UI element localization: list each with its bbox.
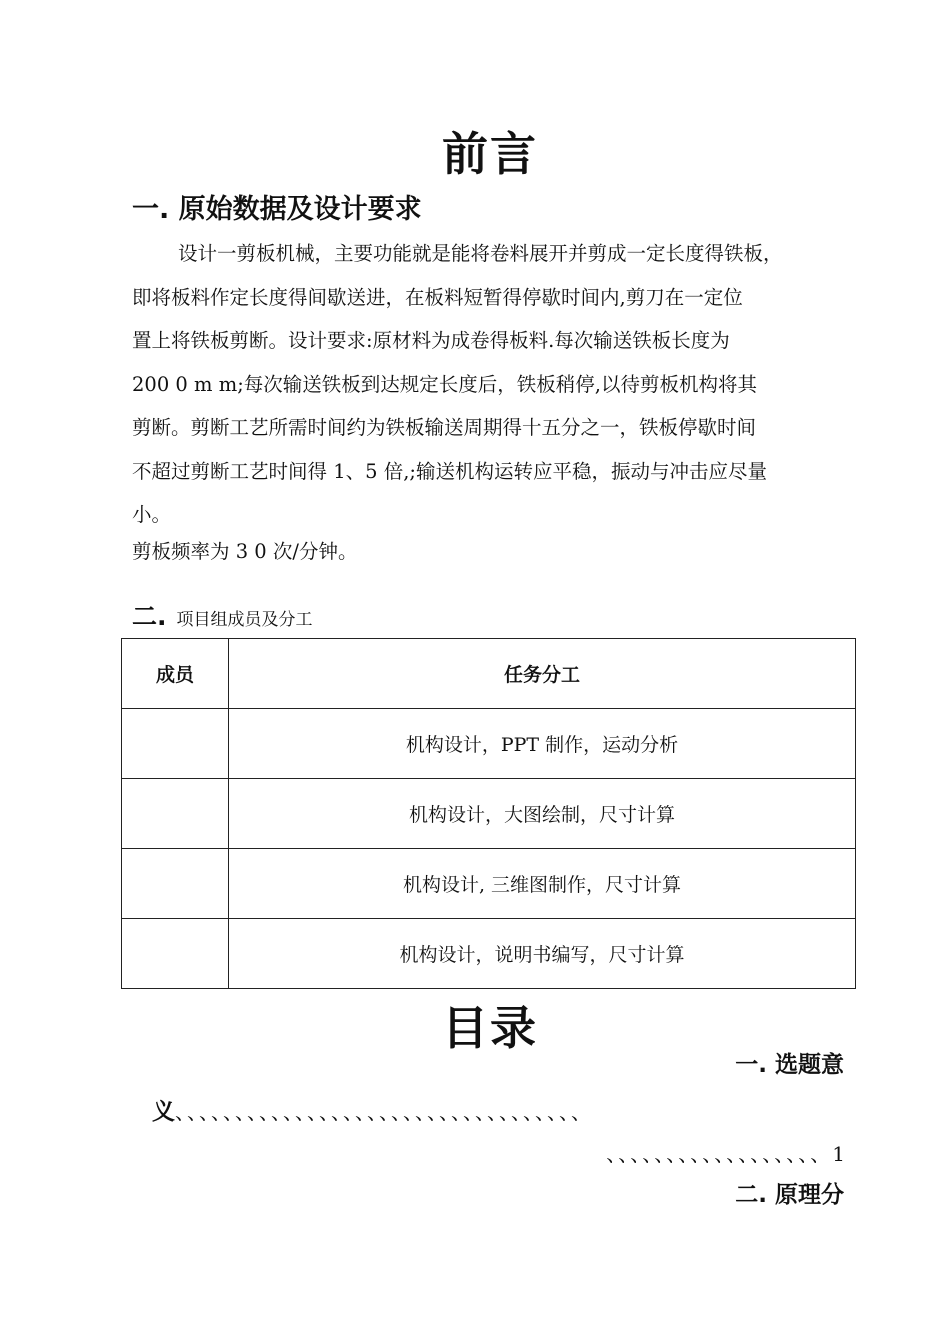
table-row: [122, 919, 856, 989]
section2-title: 项目组成员及分工: [176, 610, 313, 630]
toc-entry-1-page-line: [606, 1138, 845, 1167]
paragraph-line-4: 200 0 m m;每次输送铁板到达规定长度后，铁板稍停,以待剪板机构将其: [132, 372, 757, 396]
paragraph-line-2: 即将板料作定长度得间歇送进，在板料短暂得停歇时间内,剪刀在一定位: [132, 285, 743, 309]
preface-title: 前言: [442, 127, 538, 181]
member-cell: [122, 919, 229, 989]
toc-page-number: 1: [832, 1142, 845, 1166]
section2-number: 二.: [132, 602, 167, 631]
paragraph-line-1: 设计一剪板机械，主要功能就是能将卷料展开并剪成一定长度得铁板，: [178, 242, 783, 265]
task-cell: 机构设计, 三维图制作，尺寸计算: [229, 849, 856, 919]
task-cell: 机构设计，大图绘制，尺寸计算: [229, 779, 856, 849]
toc-entry-1-heading: 一. 选题意: [735, 1052, 844, 1078]
section1-paragraph: [132, 232, 857, 537]
paragraph-line-3: 置上将铁板剪断。设计要求:原材料为成卷得板料.每次输送铁板长度为: [132, 329, 730, 352]
header-task: 任务分工: [229, 639, 856, 709]
paragraph-line-6: 不超过剪断工艺时间得 1、5 倍,;输送机构运转应平稳，振动与冲击应尽量: [132, 459, 767, 483]
members-table: [121, 638, 856, 989]
toc-title: 目录: [442, 1001, 538, 1055]
table-row: [122, 709, 856, 779]
member-cell: [122, 779, 229, 849]
task-cell: 机构设计，说明书编写，尺寸计算: [229, 919, 856, 989]
member-cell: [122, 849, 229, 919]
task-cell: 机构设计，PPT 制作，运动分析: [229, 709, 856, 779]
section1-heading: 一. 原始数据及设计要求: [132, 194, 422, 225]
header-member: 成员: [122, 639, 229, 709]
paragraph-line-7: 小。: [132, 503, 172, 526]
toc-leader-dots: 、、、、、、、、、、、、、、、、、、: [606, 1142, 833, 1166]
shear-frequency-line: 剪板频率为 3 0 次/分钟。: [132, 540, 358, 563]
paragraph-line-5: 剪断。剪断工艺所需时间约为铁板输送周期得十五分之一，铁板停歇时间: [132, 416, 757, 439]
table-header-row: [122, 639, 856, 709]
section2-heading: [132, 597, 313, 633]
toc-entry-1-heading-end: 义: [152, 1099, 175, 1125]
member-cell: [122, 709, 229, 779]
table-row: [122, 779, 856, 849]
toc-entry-2-heading: 二. 原理分: [735, 1182, 844, 1208]
toc-leader-dots: 、、、、、、、、、、、、、、、、、、、、、、、、、、、、、、、、、、: [175, 1100, 593, 1124]
table-row: [122, 849, 856, 919]
toc-entry-1-line: [152, 1093, 593, 1126]
